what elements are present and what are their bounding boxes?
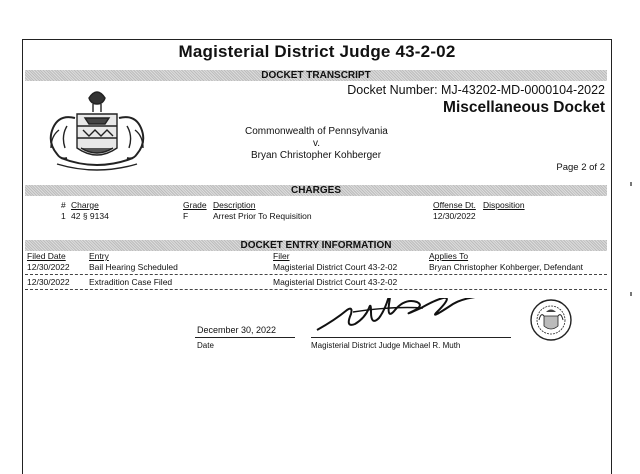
entries-header-filed-date: Filed Date bbox=[27, 251, 66, 261]
versus-label: v. bbox=[313, 138, 321, 149]
charge-row-description: Arrest Prior To Requisition bbox=[213, 211, 312, 221]
entry-row-2-filer: Magisterial District Court 43-2-02 bbox=[273, 277, 398, 287]
charges-header-offense-date: Offense Dt. bbox=[433, 200, 476, 210]
entry-divider bbox=[25, 274, 607, 275]
entry-divider bbox=[25, 289, 607, 290]
charges-header-grade: Grade bbox=[183, 200, 207, 210]
entry-row-1-applies-to: Bryan Christopher Kohberger, Defendant bbox=[429, 262, 584, 272]
section-bar-charges: CHARGES bbox=[25, 185, 607, 196]
scan-mark bbox=[630, 292, 632, 296]
document-frame bbox=[22, 39, 612, 474]
signature-date-label: Date bbox=[197, 341, 214, 350]
page-number: Page 2 of 2 bbox=[556, 162, 605, 173]
date-line bbox=[195, 337, 295, 338]
entry-row-1-entry: Bail Hearing Scheduled bbox=[89, 262, 178, 272]
signature-date-value: December 30, 2022 bbox=[197, 325, 277, 335]
charges-header-disposition: Disposition bbox=[483, 200, 525, 210]
defendant-name: Bryan Christopher Kohberger bbox=[251, 150, 382, 161]
docket-number: Docket Number: MJ-43202-MD-0000104-2022 bbox=[347, 83, 605, 97]
entry-row-1-filer: Magisterial District Court 43-2-02 bbox=[273, 262, 398, 272]
page-title: Magisterial District Judge 43-2-02 bbox=[178, 42, 456, 61]
court-seal-icon bbox=[529, 298, 573, 342]
charge-row-charge: 42 § 9134 bbox=[71, 211, 109, 221]
charge-row-num: 1 bbox=[61, 211, 66, 221]
entry-row-2-entry: Extradition Case Filed bbox=[89, 277, 173, 287]
charges-header-charge: Charge bbox=[71, 200, 99, 210]
entry-row-2-date: 12/30/2022 bbox=[27, 277, 70, 287]
section-bar-docket-transcript: DOCKET TRANSCRIPT bbox=[25, 70, 607, 81]
signature-judge-label: Magisterial District Judge Michael R. Muth bbox=[311, 341, 461, 350]
entries-header-entry: Entry bbox=[89, 251, 109, 261]
charges-header-description: Description bbox=[213, 200, 256, 210]
charge-row-grade: F bbox=[183, 211, 189, 221]
section-bar-docket-entry: DOCKET ENTRY INFORMATION bbox=[25, 240, 607, 251]
plaintiff-name: Commonwealth of Pennsylvania bbox=[245, 126, 388, 137]
pennsylvania-coat-of-arms-icon bbox=[37, 84, 157, 176]
charge-row-offense-date: 12/30/2022 bbox=[433, 211, 476, 221]
entries-header-applies-to: Applies To bbox=[429, 251, 469, 261]
scan-mark bbox=[630, 182, 632, 186]
docket-type: Miscellaneous Docket bbox=[443, 99, 605, 116]
signature-line bbox=[311, 337, 511, 338]
charges-header-num: # bbox=[61, 200, 66, 210]
entries-header-filer: Filer bbox=[273, 251, 290, 261]
entry-row-1-date: 12/30/2022 bbox=[27, 262, 70, 272]
